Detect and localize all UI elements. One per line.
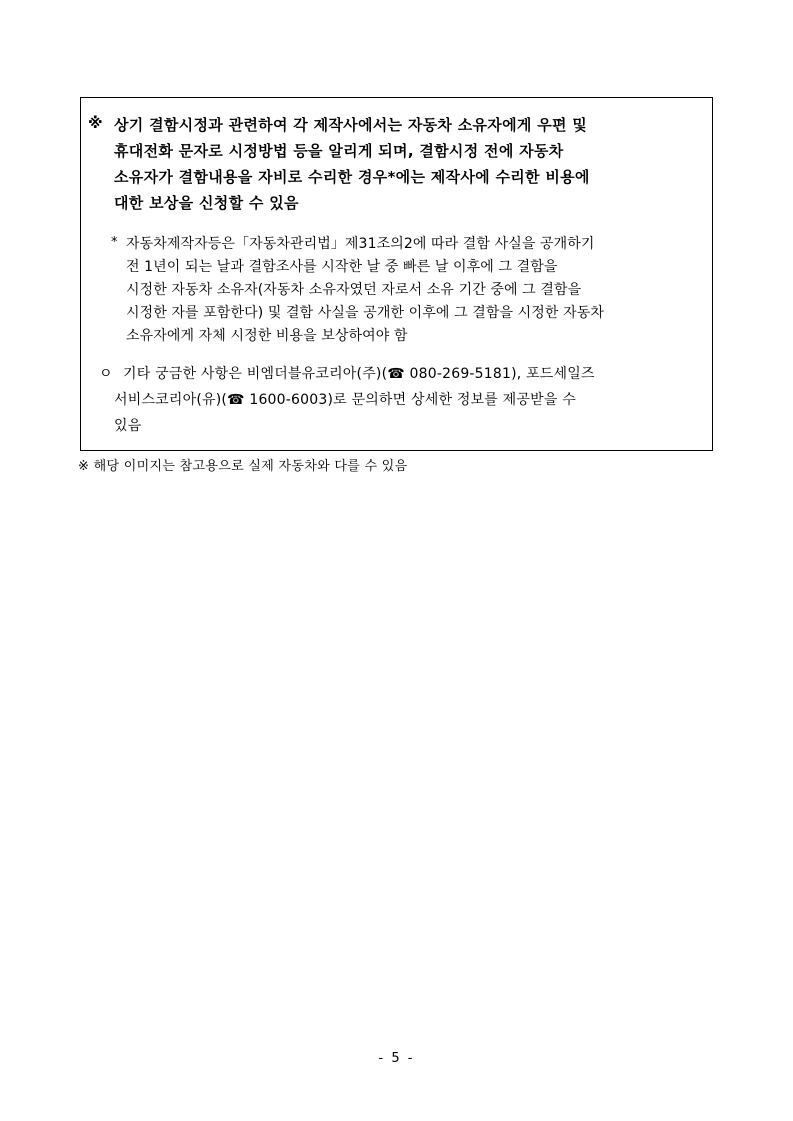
- contact-line-1: 기타 궁금한 사항은 비엠더블유코리아(주)(☎ 080-269-5181), 포드세일즈: [123, 366, 595, 382]
- footnote-line-5: 소유자에게 자체 시정한 비용을 보상하여야 함: [126, 328, 408, 344]
- bullet-circle: ㅇ: [99, 366, 113, 382]
- page-number: - 5 -: [378, 1051, 415, 1066]
- main-notice-line-2: 휴대전화 문자로 시정방법 등을 알리게 되며, 결함시정 전에 자동차: [114, 142, 564, 160]
- footnote-line-3: 시정한 자동차 소유자(자동차 소유자였던 자로서 소유 기간 중에 그 결함을: [126, 282, 582, 298]
- image-disclaimer-caption: ※ 해당 이미지는 참고용으로 실제 자동차와 다를 수 있음: [78, 459, 408, 474]
- main-notice-line-1: 상기 결함시정과 관련하여 각 제작사에서는 자동차 소유자에게 우편 및: [114, 116, 588, 134]
- footnote-asterisk: *: [111, 235, 118, 250]
- footnote-line-1: 자동차제작자등은「자동차관리법」제31조의2에 따라 결함 사실을 공개하기: [126, 236, 595, 252]
- footnote-line-4: 시정한 자를 포함한다) 및 결함 사실을 공개한 이후에 그 결함을 시정한 자동차: [126, 305, 604, 321]
- notice-box: [80, 97, 713, 451]
- main-notice-line-3: 소유자가 결함내용을 자비로 수리한 경우*에는 제작사에 수리한 비용에: [114, 168, 590, 186]
- main-notice-line-4: 대한 보상을 신청할 수 있음: [114, 194, 299, 212]
- footnote-line-2: 전 1년이 되는 날과 결함조사를 시작한 날 중 빠른 날 이후에 그 결함을: [126, 259, 558, 275]
- reference-mark: ※: [88, 114, 103, 132]
- contact-line-3: 있음: [114, 418, 142, 434]
- contact-line-2: 서비스코리아(유)(☎ 1600-6003)로 문의하면 상세한 정보를 제공받을 수: [114, 392, 576, 408]
